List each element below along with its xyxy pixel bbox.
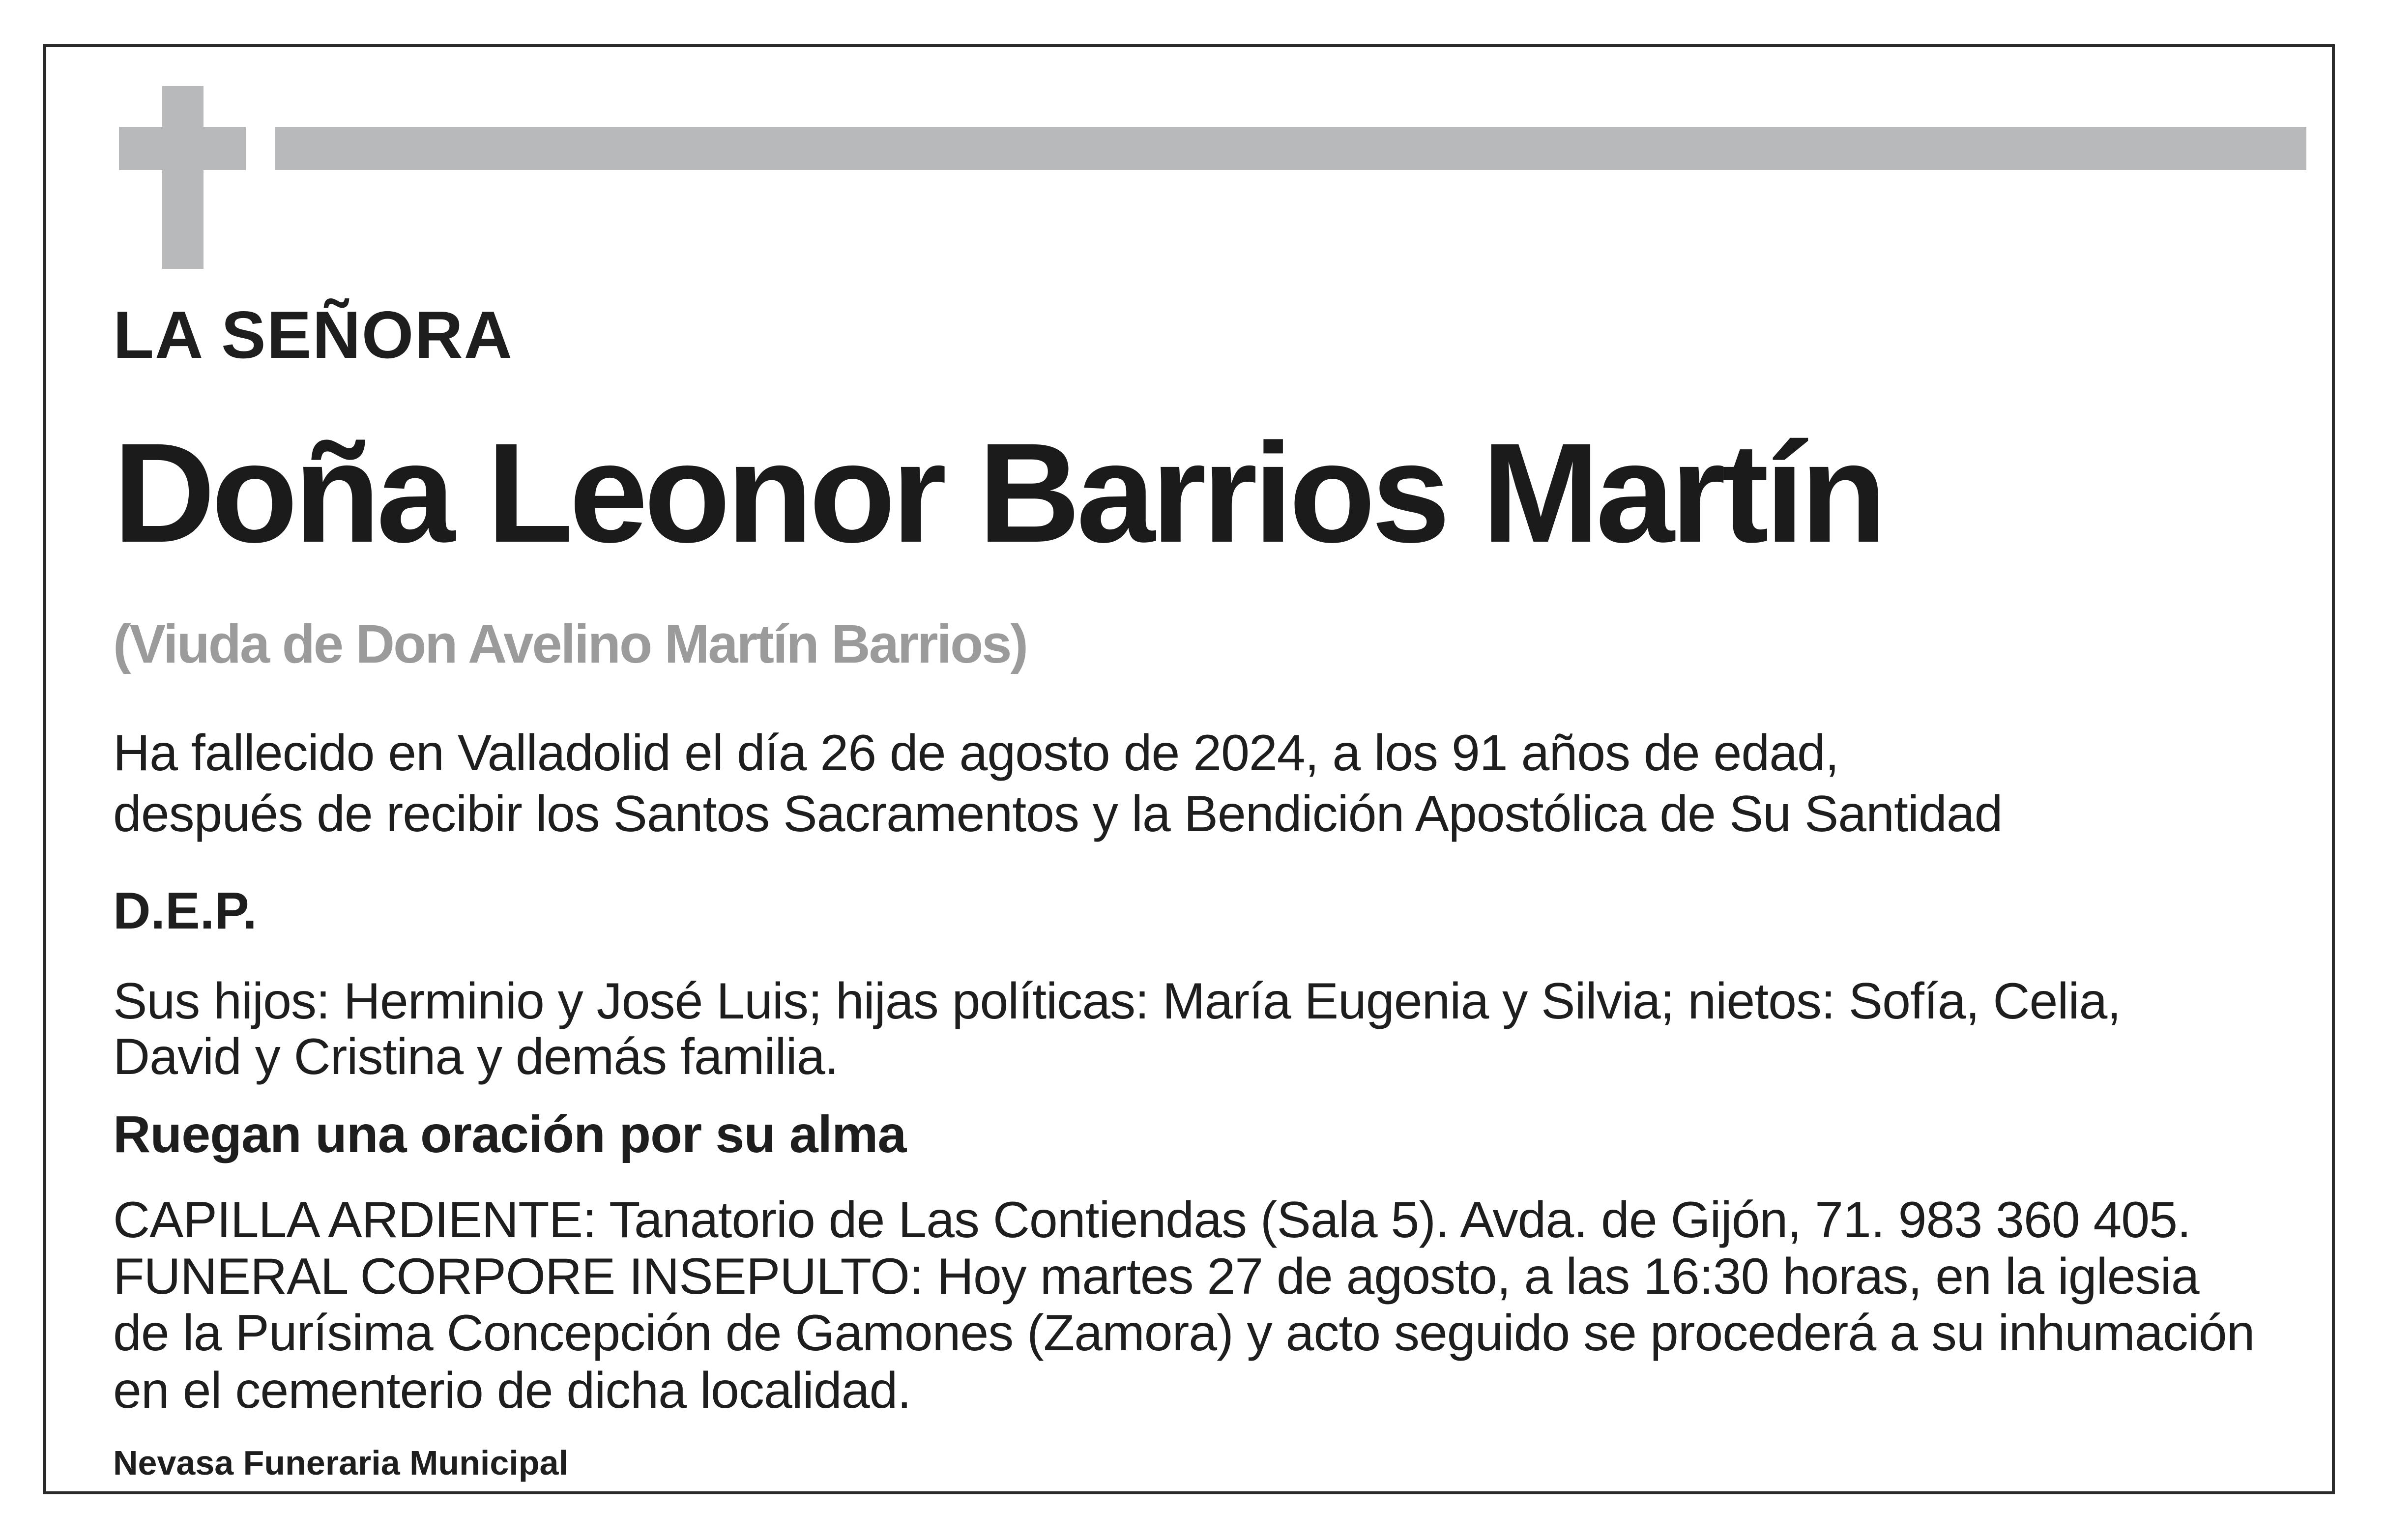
announcement-line-1: Ha fallecido en Valladolid el día 26 de agosto de 2024, a los 91 años de edad,	[113, 725, 1839, 782]
top-gray-rule	[275, 127, 2306, 170]
funeral-home-name: Nevasa Funeraria Municipal	[113, 1444, 568, 1482]
prayer-line: Ruegan una oración por su alma	[113, 1105, 906, 1163]
dep-label: D.E.P.	[113, 882, 257, 940]
family-line-1: Sus hijos: Herminio y José Luis; hijas políticas: María Eugenia y Silvia; nietos: Sofía, Celia,	[113, 973, 2121, 1030]
latin-cross-icon	[162, 86, 204, 269]
kicker-label: LA SEÑORA	[113, 297, 513, 372]
service-line-4: en el cementerio de dicha localidad.	[113, 1362, 911, 1419]
deceased-name: Doña Leonor Barrios Martín	[113, 414, 1883, 572]
family-line-2: David y Cristina y demás familia.	[113, 1028, 839, 1085]
service-line-3: de la Purísima Concepción de Gamones (Zamora) y acto seguido se procederá a su inhumación	[113, 1305, 2255, 1362]
service-line-1: CAPILLA ARDIENTE: Tanatorio de Las Contiendas (Sala 5). Avda. de Gijón, 71. 983 360 405.	[113, 1191, 2191, 1249]
widow-line: (Viuda de Don Avelino Martín Barrios)	[113, 614, 1027, 674]
latin-cross-icon-bar	[119, 127, 246, 170]
service-line-2: FUNERAL CORPORE INSEPULTO: Hoy martes 27 de agosto, a las 16:30 horas, en la iglesia	[113, 1248, 2199, 1305]
announcement-line-2: después de recibir los Santos Sacramentos y la Bendición Apostólica de Su Santidad	[113, 785, 2003, 843]
